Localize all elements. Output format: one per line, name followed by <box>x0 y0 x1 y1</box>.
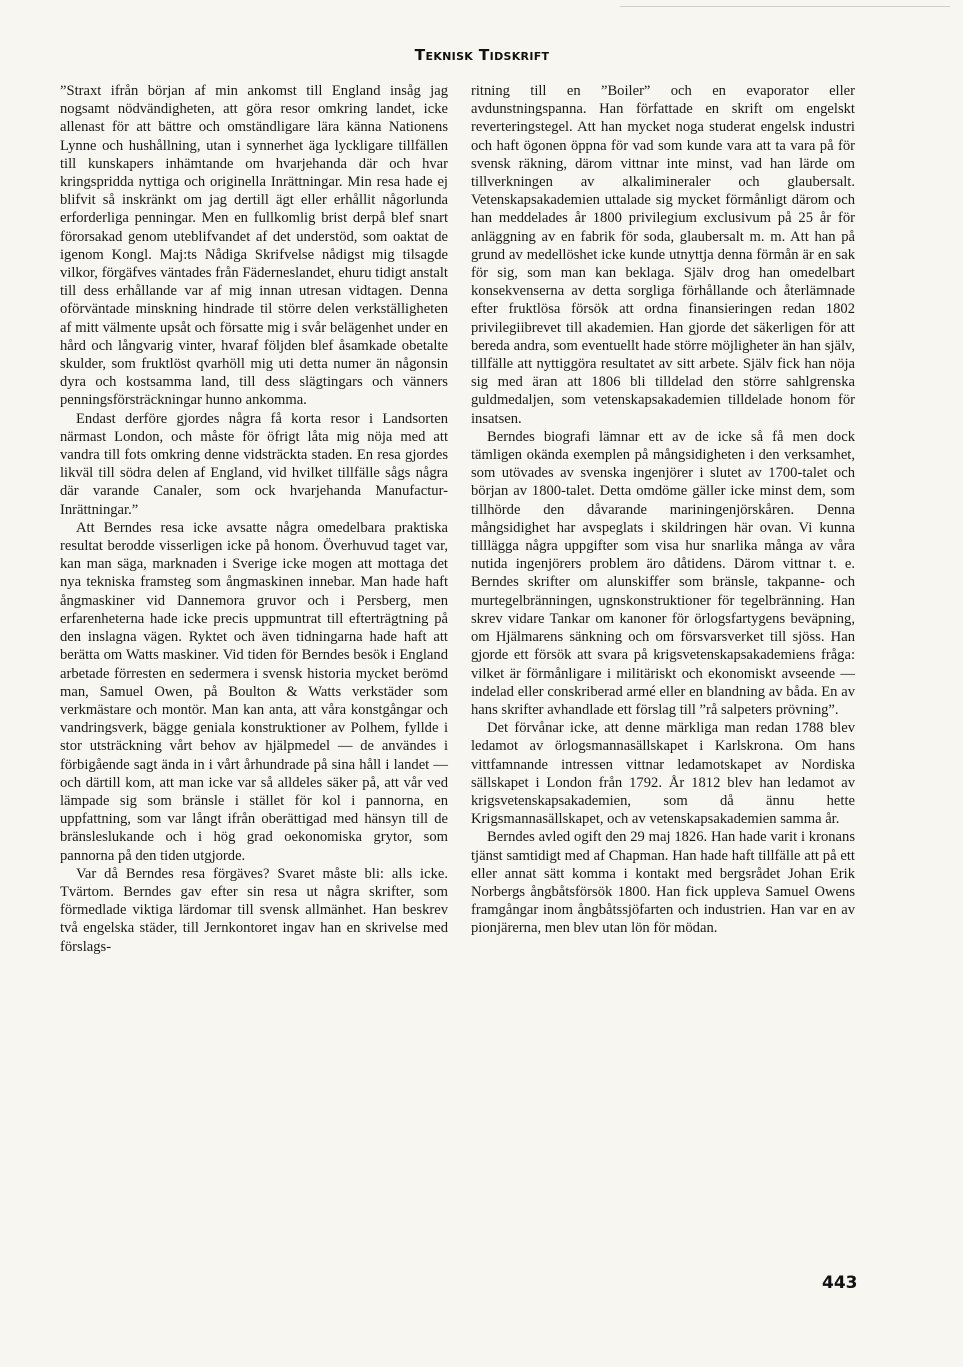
paragraph: Berndes biografi lämnar ett av de icke så få men dock tämligen okända exemplen på mångsidigheten i den verksamhet, som utövades av svenska ingenjörer i slutet av 1700-talet och början av 1800-talet. Detta omdöme gäller icke minst dem, som tillhörde den dåvarande mariningenjörskåren. Denna mångsidighet har avspeglats i skildringen här ovan. Vi kunna tilllägga några uppgifter som visa hur snarlika många av våra nutida ingenjörers problem äro dåtidens. Därom vittnar t. e. Berndes skrifter om alunskiffer som bränsle, takpanne- och murtegelbränningen, ugnskonstruktioner för tegelbränning. Han skrev vidare Tankar om kanoner för örlogsfartygens beväpning, om Hjälmarens sänkning och om försvarsverket till sjöss. Han gjorde ett försök att svara på krigsvetenskapsakademiens fråga: vilket är förmånligare i militäriskt och ekonomiskt avseende — indelad eller conskriberad armé eller en blandning av båda. En av hans skrifter avhandlade ett förslag till ”rå salpeters prövning”. <box>471 428 855 718</box>
paragraph: Berndes avled ogift den 29 maj 1826. Han hade varit i kronans tjänst samtidigt med af Chapman. Han hade haft tillfälle att på ett eller annat sätt komma i kontakt med bergsrådet Johan Erik Norbergs ångbåtsförsök 1800. Han fick uppleva Samuel Owens framgångar inom ångbåtssjöfarten och industrien. Han var en av pionjärerna, men blev utan lön för mödan. <box>471 829 855 937</box>
paragraph: Endast derföre gjordes några få korta resor i Landsorten närmast London, och måste för öfrigt låta mig nöja med att vandra till fots omkring denne vidsträckta staden. En resa gjordes likväl till södra delen af England, vid hvilket tillfälle sågs några där varande Canaler, som ock hvarjehanda Manufactur-Inrättningar.” <box>60 410 448 518</box>
top-rule <box>620 6 950 7</box>
paragraph: Det förvånar icke, att denne märkliga man redan 1788 blev ledamot av örlogsmannasällskapet i Karlskrona. Om hans vittfamnande intressen vittnar ledamotskapet av Nordiska sällskapet i London från 1792. År 1812 blev han ledamot av krigsvetenskapsakademien, som då ännu hette Krigsmannasällskapet, och av vetenskapsakademien samma år. <box>471 720 855 828</box>
left-column <box>60 82 448 956</box>
page-number: 443 <box>822 1273 858 1293</box>
running-header: Teknisk Tidskrift <box>414 46 550 64</box>
paragraph: Att Berndes resa icke avsatte några omedelbara praktiska resultat berodde visserligen icke på honom. Överhuvud taget var, kan man säga, marknaden i Sverige icke mogen att mottaga det nya tekniska framsteg som ångmaskinen innebar. Man hade haft ångmaskiner vid Dannemora gruvor och i Persberg, men erfarenheterna hade icke precis uppmuntrat till efterträgtning på den inslagna vägen. Ryktet och även tidningarna hade haft att berätta om Watts maskiner. Vid tiden för Berndes besök i England arbetade förresten en sedermera i svensk historia mycket berömd man, Samuel Owen, på Boulton & Watts verkstäder som verkmästare och montör. Man kan anta, att våra konstgångar och vandringsverk, bägge geniala konstruktioner av Polhem, fyllde i stor utsträckning vårt behov av hjälpmedel — de användes i förbigående sagt ända in i vårt århundrade på sina håll i landet — och därtill kom, att man icke var så alldeles säker på, att vår ved lämpade sig som bränsle i stället för kol i pannorna, en uppfattning, som var långt ifrån oberättigad med hänsyn till de bränsleslukande och i hög grad oekonomiska grytor, som pannorna på den tiden utgjorde. <box>60 519 448 864</box>
paragraph: ritning till en ”Boiler” och en evaporator eller avdunstningspanna. Han författade en skrift om engelskt reverteringstegel. Att han mycket noga studerat engelsk industri och haft ögonen öppna för vad som kunde vara att ta vara på för svensk räkning, därom vittnar inte minst, vad han lärde om tillverkningen av alkalimineraler och glaubersalt. Vetenskapsakademien uttalade sig mycket förmånligt därom och han meddelades år 1800 privilegium exclusivum på 25 år för anläggning av en fabrik för soda, glaubersalt m. m. Att han på grund av medellöshet icke kunde utnyttja denna förmån är en sak för sig, som man kan beklaga. Själv drog han omedelbart konsekvenserna av detta sorgliga förhållande och återlämnade efter fruktlösa försök att ordna finansieringen redan 1802 privilegiibrevet till akademien. Han gjorde det säkerligen för att bereda andra, som eventuellt hade större möjligheter än han själv, tillfälle att nyttiggöra resultatet av sitt arbete. Själv fick han nöja sig med äran att 1806 bli tilldelad den större sahlgrenska guldmedaljen, som vetenskapsakademien tilldelade honom för insatsen. <box>471 83 855 427</box>
paragraph: ”Straxt ifrån början af min ankomst till England insåg jag nogsamt nödvändigheten, att göra resor omkring landet, icke allenast för att bättre och omständligare lära känna Nationens Lynne och hushållning, utan i synnerhet äga lyckligare tillfällen till kunskapers inhämtande om hvarjehanda där och hvar kringspridda nyttiga och originella Inrättningar. Min resa hade ej blifvit så inskränkt om jag dertill ägt eller erhållit någorlunda erforderliga penningar. Men en fullkomlig brist derpå blef snart förorsakad genom uteblifvandet af det understöd, som oaktat de igenom Kongl. Maj:ts Nådiga Skrifvelse nådigst mig tilsagde vilkor, förgäfves väntades från Fäderneslandet, ehuru tidigt anstalt till dess erhållande var af mig innan utresan vidtagen. Denna oförväntade minskning hindrade til större delen verkställigheten af mitt välmente upsåt och försatte mig i svår belägenhet under en hård och långvarig vinter, hvaraf följden blef åsamkade obetalte skulder, som fruktlöst qvarhöll mig uti detta numer än någonsin dyra och kostsamma land, till dess slägtingars och vänners penningsförsträckningar hunno ankomma. <box>60 83 448 409</box>
paragraph: Var då Berndes resa förgäves? Svaret måste bli: alls icke. Tvärtom. Berndes gav efter sin resa ut några skrifter, som förmedlade viktiga lärdomar till svensk allmänhet. Han beskrev två engelska städer, till Jernkontoret ingav han en skrivelse med förslags- <box>60 865 448 955</box>
right-column <box>471 82 855 938</box>
